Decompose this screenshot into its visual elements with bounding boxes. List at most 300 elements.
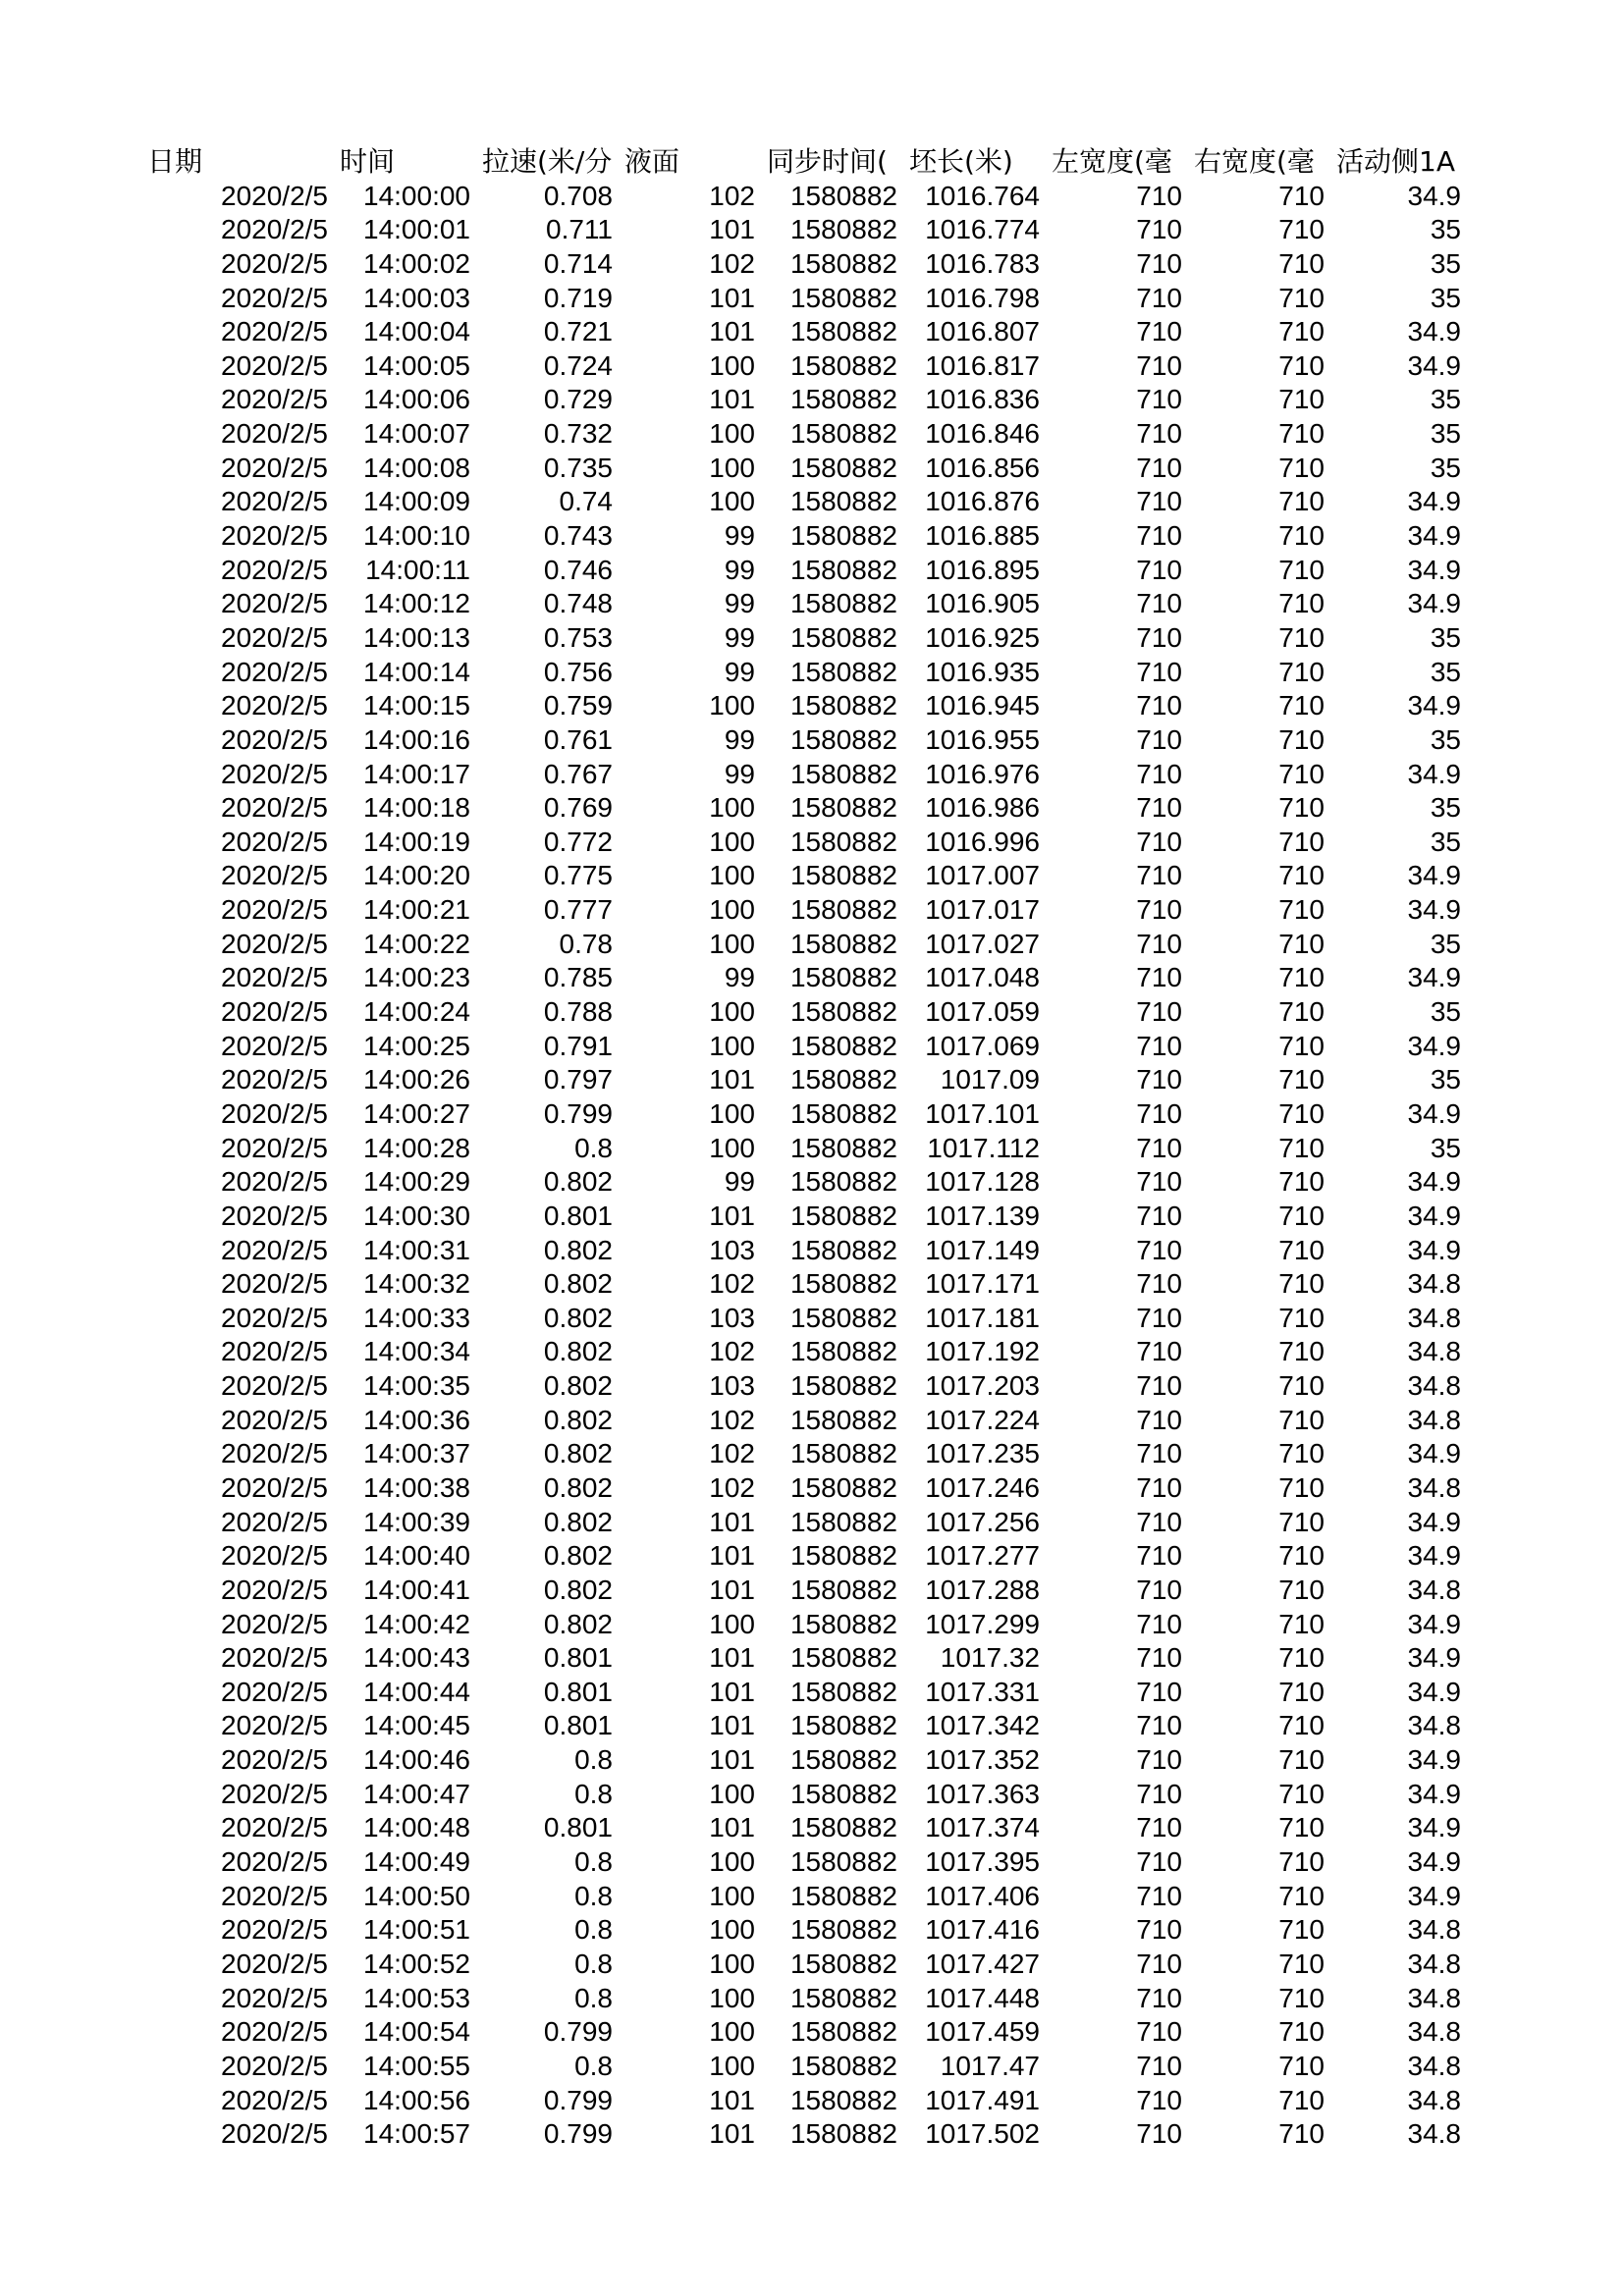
cell-liquid-level: 101 [709,316,755,347]
cell-time: 14:00:24 [363,996,470,1028]
cell-date: 2020/2/5 [221,1302,328,1333]
cell-right-width: 710 [1278,1030,1325,1061]
cell-date: 2020/2/5 [221,1710,328,1741]
cell-slab-length: 1017.406 [925,1880,1040,1911]
header-date: 日期 [147,145,203,178]
table-row [147,1676,1473,1710]
cell-right-width: 710 [1278,792,1325,824]
cell-date: 2020/2/5 [221,214,328,245]
cell-time: 14:00:00 [363,180,470,211]
cell-liquid-level: 100 [709,1030,755,1061]
cell-left-width: 710 [1136,1778,1182,1809]
cell-left-width: 710 [1136,1166,1182,1198]
cell-sync-time: 1580882 [789,656,897,687]
cell-slab-length: 1016.905 [925,588,1040,619]
cell-slab-length: 1017.459 [925,2016,1040,2048]
table-row [147,554,1473,588]
cell-liquid-level: 102 [709,180,755,211]
cell-casting-speed: 0.711 [546,214,613,245]
cell-right-width: 710 [1278,1132,1325,1163]
cell-active-side-1a: 34.9 [1407,1166,1461,1198]
cell-left-width: 710 [1136,282,1182,313]
cell-slab-length: 1016.925 [925,621,1040,653]
cell-active-side-1a: 34.8 [1407,1710,1461,1741]
cell-liquid-level: 99 [724,554,755,585]
cell-date: 2020/2/5 [221,860,328,891]
cell-time: 14:00:18 [363,792,470,824]
cell-date: 2020/2/5 [221,1234,328,1265]
cell-slab-length: 1017.32 [940,1642,1040,1674]
table-row [147,826,1473,860]
cell-sync-time: 1580882 [789,214,897,245]
table-row [147,893,1473,928]
cell-casting-speed: 0.8 [574,1914,613,1946]
cell-date: 2020/2/5 [221,1166,328,1198]
header-casting-speed: 拉速(米/分 [482,145,613,178]
cell-liquid-level: 100 [709,792,755,824]
cell-slab-length: 1017.224 [925,1404,1040,1435]
cell-active-side-1a: 34.9 [1407,690,1461,721]
cell-date: 2020/2/5 [221,1676,328,1707]
cell-casting-speed: 0.785 [543,962,613,993]
cell-liquid-level: 101 [709,1812,755,1843]
cell-slab-length: 1017.256 [925,1506,1040,1537]
header-left-width: 左宽度(毫 [1052,145,1172,178]
cell-slab-length: 1017.09 [940,1064,1040,1095]
cell-casting-speed: 0.801 [543,1710,613,1741]
cell-sync-time: 1580882 [789,1030,897,1061]
cell-sync-time: 1580882 [789,2118,897,2150]
table-row [147,656,1473,690]
cell-active-side-1a: 34.9 [1407,1234,1461,1265]
cell-active-side-1a: 35 [1430,996,1461,1028]
cell-right-width: 710 [1278,1166,1325,1198]
cell-right-width: 710 [1278,1914,1325,1946]
cell-active-side-1a: 34.8 [1407,2084,1461,2115]
cell-right-width: 710 [1278,2084,1325,2115]
cell-slab-length: 1017.374 [925,1812,1040,1843]
cell-liquid-level: 101 [709,1200,755,1231]
table-row [147,1437,1473,1471]
cell-sync-time: 1580882 [789,418,897,450]
cell-slab-length: 1016.945 [925,690,1040,721]
cell-left-width: 710 [1136,1710,1182,1741]
cell-date: 2020/2/5 [221,1370,328,1402]
cell-date: 2020/2/5 [221,486,328,517]
cell-date: 2020/2/5 [221,1540,328,1572]
cell-sync-time: 1580882 [789,996,897,1028]
cell-date: 2020/2/5 [221,1438,328,1469]
cell-active-side-1a: 34.9 [1407,1676,1461,1707]
cell-date: 2020/2/5 [221,2118,328,2150]
cell-sync-time: 1580882 [789,2084,897,2115]
cell-casting-speed: 0.801 [543,1676,613,1707]
cell-sync-time: 1580882 [789,1506,897,1537]
cell-right-width: 710 [1278,282,1325,313]
cell-left-width: 710 [1136,1268,1182,1300]
cell-left-width: 710 [1136,1370,1182,1402]
cell-active-side-1a: 35 [1430,621,1461,653]
cell-right-width: 710 [1278,826,1325,857]
cell-liquid-level: 99 [724,758,755,789]
cell-liquid-level: 101 [709,2118,755,2150]
table-row [147,995,1473,1030]
cell-active-side-1a: 35 [1430,418,1461,450]
table-row [147,1811,1473,1845]
cell-date: 2020/2/5 [221,1914,328,1946]
cell-right-width: 710 [1278,2050,1325,2081]
cell-left-width: 710 [1136,723,1182,755]
cell-right-width: 710 [1278,928,1325,959]
table-row [147,213,1473,247]
cell-right-width: 710 [1278,1778,1325,1809]
cell-liquid-level: 101 [709,1676,755,1707]
cell-slab-length: 1017.027 [925,928,1040,959]
cell-left-width: 710 [1136,1812,1182,1843]
cell-sync-time: 1580882 [789,554,897,585]
cell-left-width: 710 [1136,247,1182,279]
cell-liquid-level: 99 [724,656,755,687]
cell-liquid-level: 100 [709,1948,755,1979]
cell-left-width: 710 [1136,2084,1182,2115]
cell-date: 2020/2/5 [221,758,328,789]
cell-time: 14:00:38 [363,1471,470,1503]
cell-active-side-1a: 34.9 [1407,1608,1461,1639]
cell-right-width: 710 [1278,1064,1325,1095]
cell-active-side-1a: 34.9 [1407,520,1461,552]
cell-time: 14:00:13 [363,621,470,653]
cell-right-width: 710 [1278,894,1325,926]
table-row [147,2015,1473,2050]
cell-time: 14:00:49 [363,1846,470,1878]
cell-sync-time: 1580882 [789,621,897,653]
cell-sync-time: 1580882 [789,1982,897,2013]
cell-slab-length: 1017.192 [925,1336,1040,1367]
cell-time: 14:00:54 [363,2016,470,2048]
cell-liquid-level: 99 [724,621,755,653]
cell-time: 14:00:05 [363,349,470,381]
cell-left-width: 710 [1136,2016,1182,2048]
cell-slab-length: 1016.876 [925,486,1040,517]
cell-casting-speed: 0.801 [543,1200,613,1231]
table-row [147,417,1473,452]
cell-slab-length: 1016.798 [925,282,1040,313]
cell-casting-speed: 0.772 [543,826,613,857]
cell-time: 14:00:37 [363,1438,470,1469]
cell-slab-length: 1016.774 [925,214,1040,245]
cell-active-side-1a: 34.8 [1407,1370,1461,1402]
cell-liquid-level: 102 [709,1268,755,1300]
table-row [147,1234,1473,1268]
cell-time: 14:00:02 [363,247,470,279]
cell-liquid-level: 100 [709,860,755,891]
cell-casting-speed: 0.8 [574,1948,613,1979]
cell-right-width: 710 [1278,1268,1325,1300]
cell-time: 14:00:51 [363,1914,470,1946]
cell-active-side-1a: 35 [1430,247,1461,279]
cell-right-width: 710 [1278,520,1325,552]
cell-liquid-level: 102 [709,1471,755,1503]
table-row [147,485,1473,519]
cell-active-side-1a: 34.8 [1407,1914,1461,1946]
cell-sync-time: 1580882 [789,1914,897,1946]
cell-left-width: 710 [1136,860,1182,891]
table-row [147,1506,1473,1540]
cell-sync-time: 1580882 [789,520,897,552]
cell-time: 14:00:08 [363,452,470,483]
cell-active-side-1a: 34.9 [1407,1812,1461,1843]
cell-left-width: 710 [1136,758,1182,789]
cell-time: 14:00:48 [363,1812,470,1843]
cell-casting-speed: 0.802 [543,1471,613,1503]
cell-time: 14:00:12 [363,588,470,619]
cell-right-width: 710 [1278,588,1325,619]
cell-left-width: 710 [1136,316,1182,347]
table-row [147,1302,1473,1336]
cell-slab-length: 1016.976 [925,758,1040,789]
cell-casting-speed: 0.78 [559,928,613,959]
cell-slab-length: 1017.203 [925,1370,1040,1402]
cell-active-side-1a: 34.9 [1407,588,1461,619]
cell-active-side-1a: 35 [1430,928,1461,959]
cell-casting-speed: 0.802 [543,1438,613,1469]
cell-left-width: 710 [1136,1234,1182,1265]
table-row [147,2084,1473,2118]
cell-time: 14:00:47 [363,1778,470,1809]
table-row [147,723,1473,758]
cell-slab-length: 1017.277 [925,1540,1040,1572]
cell-right-width: 710 [1278,349,1325,381]
cell-liquid-level: 101 [709,384,755,415]
cell-time: 14:00:36 [363,1404,470,1435]
cell-time: 14:00:52 [363,1948,470,1979]
cell-liquid-level: 99 [724,962,755,993]
table-row [147,859,1473,893]
cell-liquid-level: 101 [709,1744,755,1776]
header-sync-time: 同步时间( [767,145,888,178]
cell-liquid-level: 100 [709,996,755,1028]
table-row [147,315,1473,349]
cell-date: 2020/2/5 [221,1471,328,1503]
cell-slab-length: 1016.836 [925,384,1040,415]
cell-time: 14:00:06 [363,384,470,415]
cell-date: 2020/2/5 [221,349,328,381]
cell-liquid-level: 103 [709,1370,755,1402]
cell-right-width: 710 [1278,758,1325,789]
cell-slab-length: 1017.007 [925,860,1040,891]
cell-slab-length: 1016.856 [925,452,1040,483]
cell-sync-time: 1580882 [789,1676,897,1707]
cell-date: 2020/2/5 [221,1097,328,1129]
cell-left-width: 710 [1136,1982,1182,2013]
cell-casting-speed: 0.802 [543,1506,613,1537]
table-row [147,180,1473,214]
cell-right-width: 710 [1278,656,1325,687]
cell-casting-speed: 0.759 [543,690,613,721]
cell-left-width: 710 [1136,1404,1182,1435]
table-row [147,1335,1473,1369]
table-row [147,758,1473,792]
cell-time: 14:00:30 [363,1200,470,1231]
cell-left-width: 710 [1136,214,1182,245]
cell-date: 2020/2/5 [221,2016,328,2048]
cell-left-width: 710 [1136,180,1182,211]
cell-right-width: 710 [1278,2016,1325,2048]
cell-liquid-level: 101 [709,1574,755,1605]
table-row [147,247,1473,282]
cell-active-side-1a: 34.9 [1407,486,1461,517]
cell-sync-time: 1580882 [789,1404,897,1435]
cell-date: 2020/2/5 [221,282,328,313]
cell-liquid-level: 100 [709,1982,755,2013]
cell-sync-time: 1580882 [789,1166,897,1198]
cell-sync-time: 1580882 [789,860,897,891]
cell-date: 2020/2/5 [221,554,328,585]
cell-liquid-level: 103 [709,1234,755,1265]
cell-sync-time: 1580882 [789,588,897,619]
cell-date: 2020/2/5 [221,2084,328,2115]
cell-left-width: 710 [1136,1608,1182,1639]
cell-liquid-level: 101 [709,1642,755,1674]
cell-slab-length: 1017.171 [925,1268,1040,1300]
cell-date: 2020/2/5 [221,723,328,755]
cell-date: 2020/2/5 [221,180,328,211]
cell-sync-time: 1580882 [789,758,897,789]
cell-slab-length: 1017.299 [925,1608,1040,1639]
cell-right-width: 710 [1278,1608,1325,1639]
table-row [147,1778,1473,1812]
cell-casting-speed: 0.708 [543,180,613,211]
table-row [147,621,1473,656]
cell-time: 14:00:04 [363,316,470,347]
cell-sync-time: 1580882 [789,1438,897,1469]
cell-slab-length: 1017.048 [925,962,1040,993]
cell-liquid-level: 100 [709,1132,755,1163]
cell-sync-time: 1580882 [789,962,897,993]
cell-slab-length: 1016.817 [925,349,1040,381]
cell-active-side-1a: 34.9 [1407,860,1461,891]
cell-active-side-1a: 35 [1430,656,1461,687]
table-row [147,1982,1473,2016]
cell-casting-speed: 0.743 [543,520,613,552]
cell-right-width: 710 [1278,690,1325,721]
table-row [147,1574,1473,1608]
cell-sync-time: 1580882 [789,1812,897,1843]
cell-left-width: 710 [1136,928,1182,959]
cell-time: 14:00:39 [363,1506,470,1537]
cell-casting-speed: 0.802 [543,1574,613,1605]
table-row [147,2050,1473,2084]
cell-slab-length: 1017.352 [925,1744,1040,1776]
cell-casting-speed: 0.802 [543,1166,613,1198]
cell-slab-length: 1017.363 [925,1778,1040,1809]
cell-left-width: 710 [1136,1574,1182,1605]
cell-left-width: 710 [1136,826,1182,857]
cell-left-width: 710 [1136,1880,1182,1911]
cell-slab-length: 1017.149 [925,1234,1040,1265]
cell-right-width: 710 [1278,180,1325,211]
cell-time: 14:00:03 [363,282,470,313]
table-row [147,383,1473,417]
cell-liquid-level: 100 [709,928,755,959]
cell-slab-length: 1017.059 [925,996,1040,1028]
cell-casting-speed: 0.8 [574,1880,613,1911]
cell-left-width: 710 [1136,1097,1182,1129]
cell-liquid-level: 101 [709,1710,755,1741]
cell-right-width: 710 [1278,247,1325,279]
cell-liquid-level: 100 [709,418,755,450]
cell-time: 14:00:35 [363,1370,470,1402]
table-row [147,961,1473,995]
cell-casting-speed: 0.729 [543,384,613,415]
cell-active-side-1a: 34.9 [1407,316,1461,347]
cell-liquid-level: 100 [709,826,755,857]
cell-active-side-1a: 35 [1430,1132,1461,1163]
cell-right-width: 710 [1278,2118,1325,2150]
cell-left-width: 710 [1136,792,1182,824]
cell-left-width: 710 [1136,690,1182,721]
table-row [147,1471,1473,1506]
cell-time: 14:00:19 [363,826,470,857]
cell-slab-length: 1017.416 [925,1914,1040,1946]
cell-date: 2020/2/5 [221,1030,328,1061]
table-row [147,1709,1473,1743]
cell-date: 2020/2/5 [221,1642,328,1674]
cell-slab-length: 1017.427 [925,1948,1040,1979]
cell-date: 2020/2/5 [221,1574,328,1605]
cell-active-side-1a: 34.9 [1407,894,1461,926]
cell-sync-time: 1580882 [789,1268,897,1300]
cell-right-width: 710 [1278,1676,1325,1707]
cell-time: 14:00:33 [363,1302,470,1333]
cell-active-side-1a: 34.9 [1407,1097,1461,1129]
header-row [147,145,1473,180]
cell-casting-speed: 0.735 [543,452,613,483]
cell-time: 14:00:43 [363,1642,470,1674]
table-row [147,1267,1473,1302]
cell-sync-time: 1580882 [789,792,897,824]
cell-time: 14:00:50 [363,1880,470,1911]
cell-sync-time: 1580882 [789,316,897,347]
cell-left-width: 710 [1136,1846,1182,1878]
cell-sync-time: 1580882 [789,1710,897,1741]
cell-sync-time: 1580882 [789,1846,897,1878]
cell-casting-speed: 0.8 [574,1744,613,1776]
header-liquid-level: 液面 [624,145,680,178]
cell-date: 2020/2/5 [221,1506,328,1537]
cell-time: 14:00:27 [363,1097,470,1129]
cell-date: 2020/2/5 [221,1132,328,1163]
cell-left-width: 710 [1136,520,1182,552]
cell-date: 2020/2/5 [221,690,328,721]
cell-date: 2020/2/5 [221,792,328,824]
header-time: 时间 [340,145,396,178]
cell-slab-length: 1017.139 [925,1200,1040,1231]
cell-time: 14:00:32 [363,1268,470,1300]
cell-liquid-level: 100 [709,486,755,517]
cell-date: 2020/2/5 [221,621,328,653]
cell-active-side-1a: 34.8 [1407,2016,1461,2048]
cell-date: 2020/2/5 [221,247,328,279]
cell-date: 2020/2/5 [221,1336,328,1367]
cell-liquid-level: 100 [709,690,755,721]
cell-time: 14:00:11 [365,554,470,585]
cell-sync-time: 1580882 [789,1234,897,1265]
cell-left-width: 710 [1136,621,1182,653]
cell-active-side-1a: 35 [1430,282,1461,313]
cell-right-width: 710 [1278,1302,1325,1333]
cell-sync-time: 1580882 [789,1097,897,1129]
